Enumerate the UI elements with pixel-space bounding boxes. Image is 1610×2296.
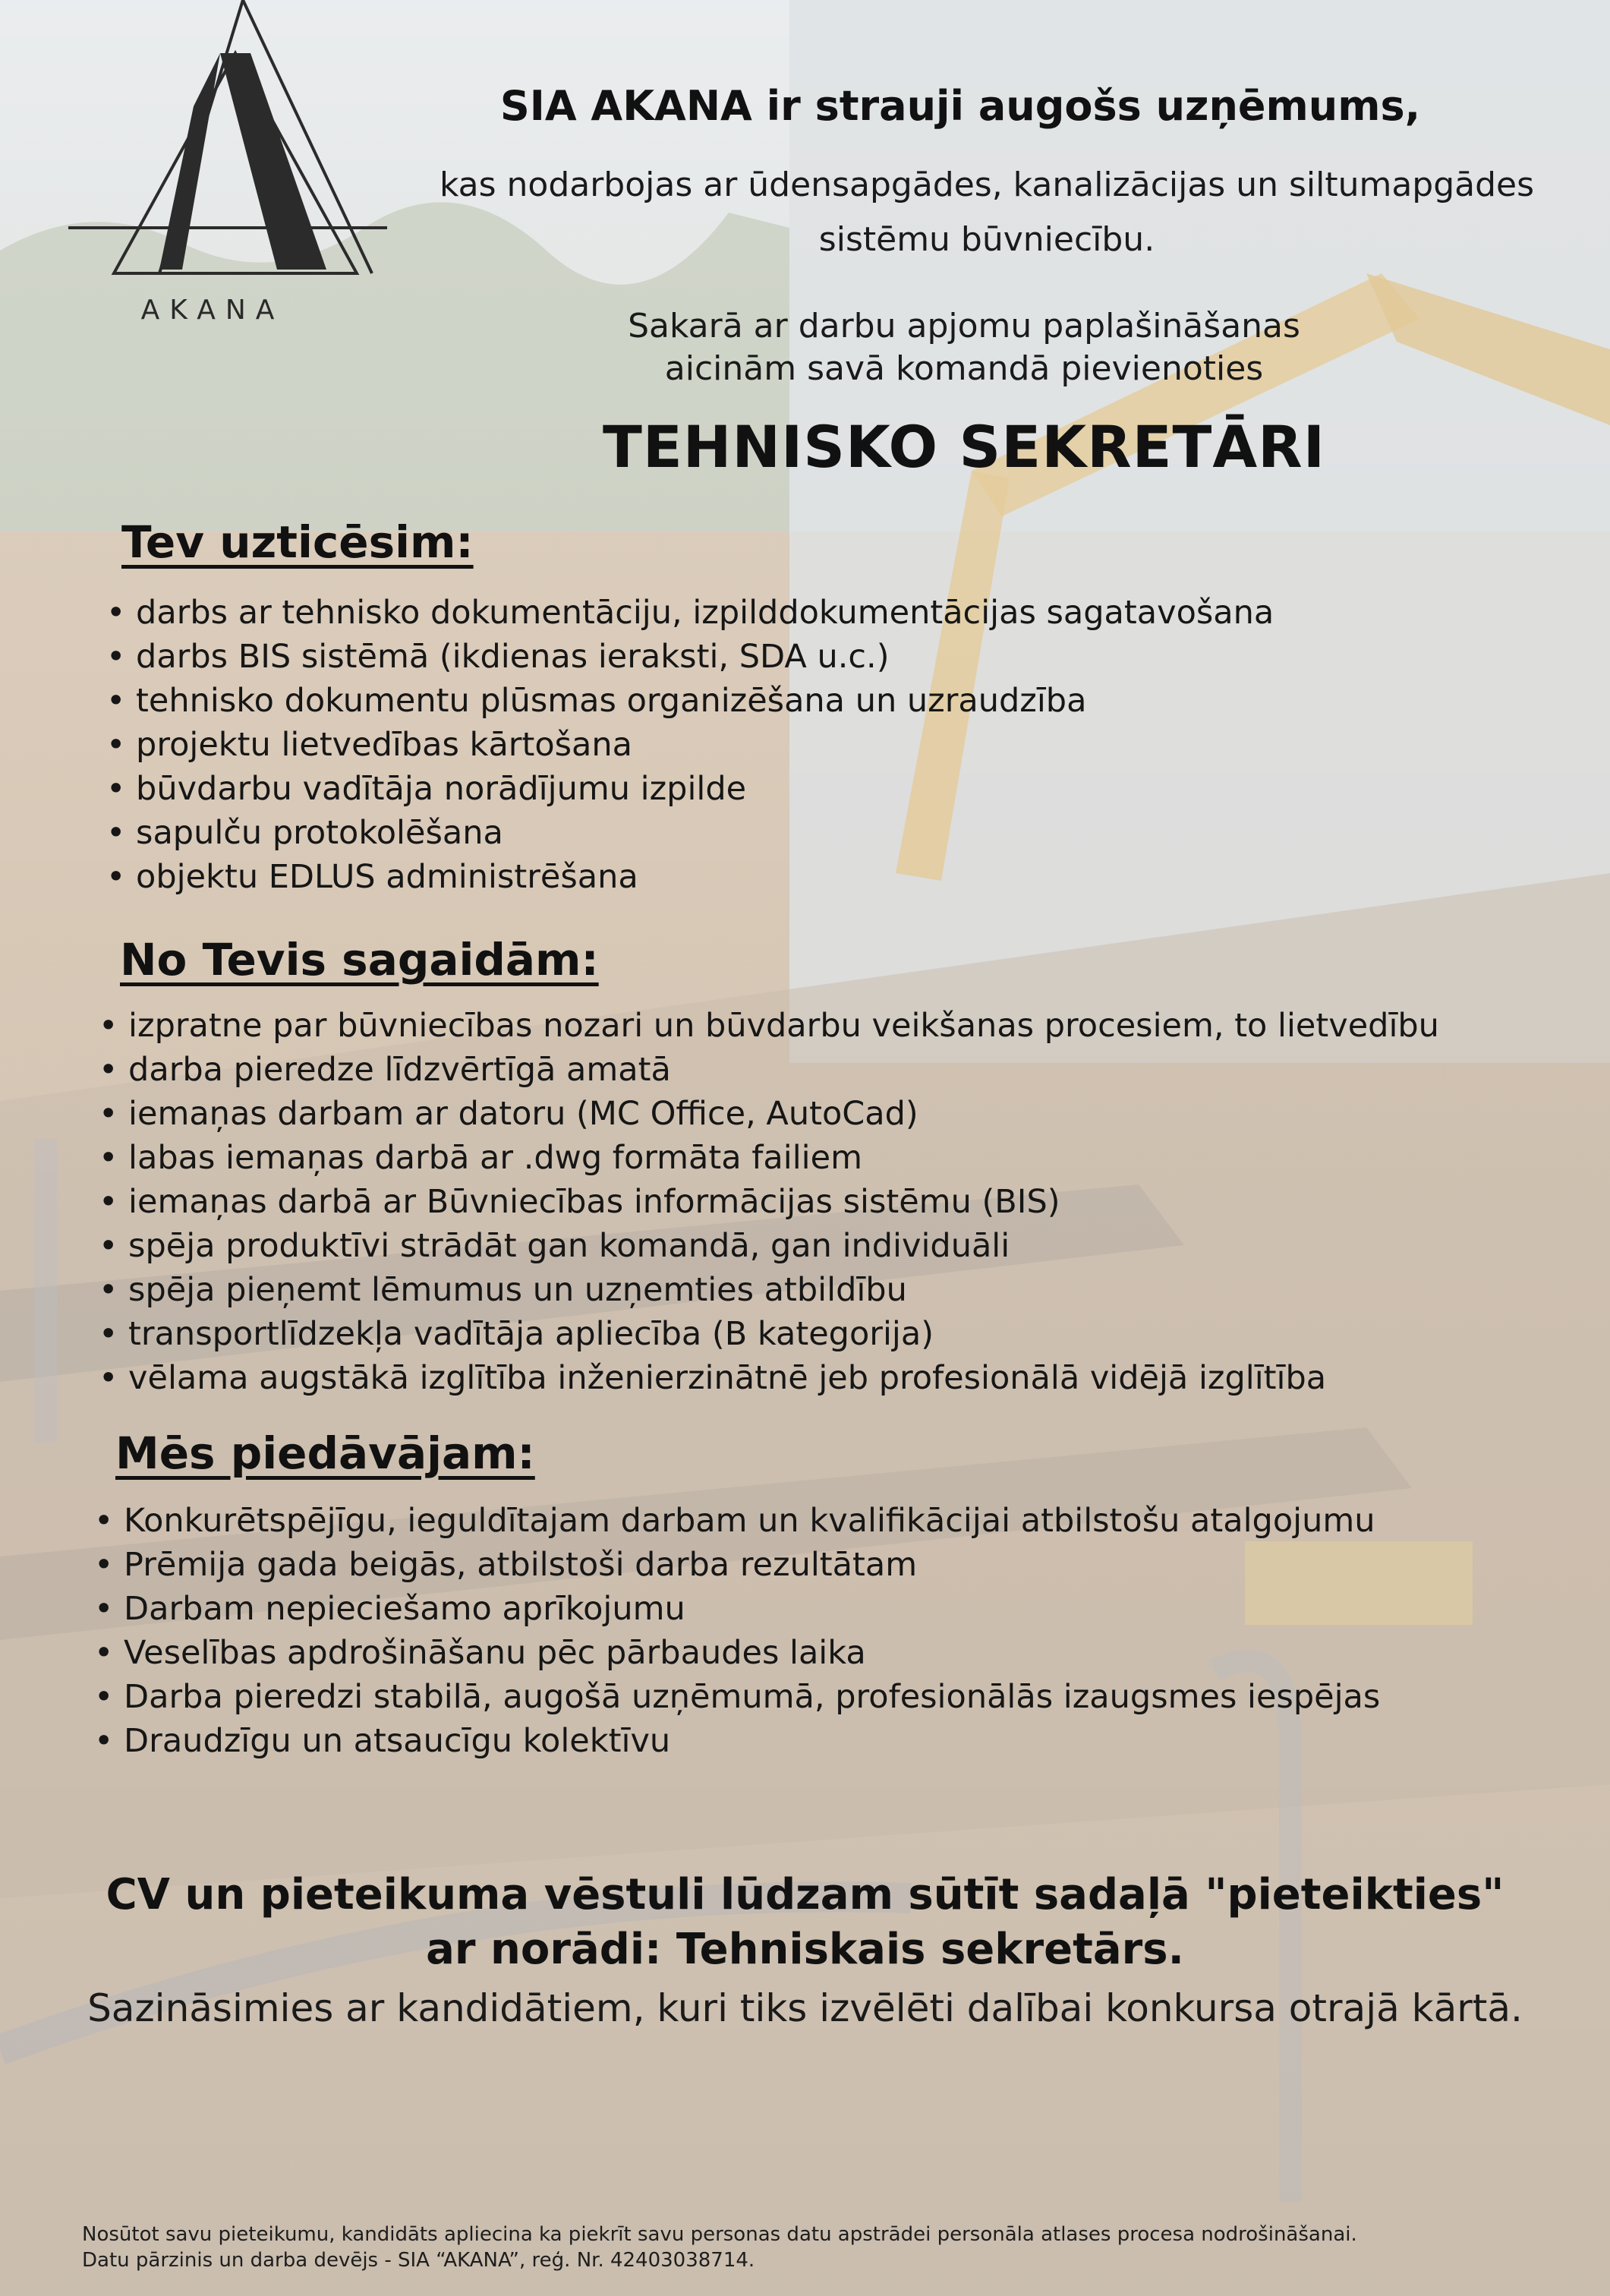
- footer-line-2: Datu pārzinis un darba devējs - SIA “AKANA”, reģ. Nr. 42403038714.: [82, 2249, 755, 2272]
- list-item: • projektu lietvedības kārtošana: [106, 723, 1274, 767]
- cta-line-2: ar norādi: Tehniskais sekretārs.: [426, 1925, 1184, 1974]
- offer-list: [94, 1499, 1380, 1763]
- requirements-list: [99, 1004, 1439, 1400]
- headline: SIA AKANA ir strauji augošs uzņēmums,: [499, 82, 1421, 130]
- privacy-footer: [82, 2222, 1570, 2273]
- invitation: [531, 305, 1397, 390]
- list-item: • Draudzīgu un atsaucīgu kolektīvu: [94, 1719, 1380, 1763]
- list-item: • vēlama augstākā izglītība inženierzinātnē jeb profesionālā vidējā izglītība: [99, 1356, 1439, 1400]
- list-item: • sapulču protokolēšana: [106, 811, 1274, 855]
- invite-line-1: Sakarā ar darbu apjomu paplašināšanas: [628, 307, 1300, 345]
- footer-line-1: Nosūtot savu pieteikumu, kandidāts apliecina ka piekrīt savu personas datu apstrādei personāla atlases procesa nodrošināšanai.: [82, 2223, 1357, 2246]
- akana-logo: [68, 0, 387, 334]
- list-item: • izpratne par būvniecības nozari un būvdarbu veikšanas procesiem, to lietvedību: [99, 1004, 1439, 1048]
- responsibilities-list: [106, 591, 1274, 899]
- intro-line-2: sistēmu būvniecību.: [818, 220, 1155, 259]
- list-item: • darbs ar tehnisko dokumentāciju, izpilddokumentācijas sagatavošana: [106, 591, 1274, 635]
- list-item: • Konkurētspējīgu, ieguldītajam darbam un kvalifikācijai atbilstošu atalgojumu: [94, 1499, 1380, 1543]
- list-item: • Darbam nepieciešamo aprīkojumu: [94, 1587, 1380, 1631]
- list-item: • tehnisko dokumentu plūsmas organizēšana un uzraudzība: [106, 679, 1274, 723]
- list-item: • Darba pieredzi stabilā, augošā uzņēmumā, profesionālās izaugsmes iespējas: [94, 1675, 1380, 1719]
- company-intro: [410, 158, 1564, 267]
- list-item: • būvdarbu vadītāja norādījumu izpilde: [106, 767, 1274, 811]
- intro-line-1: kas nodarbojas ar ūdensapgādes, kanalizācijas un siltumapgādes: [439, 166, 1535, 204]
- list-item: • labas iemaņas darbā ar .dwg formāta failiem: [99, 1136, 1439, 1180]
- list-item: • darba pieredze līdzvērtīgā amatā: [99, 1048, 1439, 1092]
- offer-heading: Mēs piedāvājam:: [115, 1427, 535, 1479]
- list-item: • iemaņas darbam ar datoru (MC Office, AutoCad): [99, 1092, 1439, 1136]
- responsibilities-heading: Tev uzticēsim:: [121, 516, 474, 568]
- position-title: TEHNISKO SEKRETĀRI: [603, 413, 1325, 481]
- list-item: • darbs BIS sistēmā (ikdienas ieraksti, SDA u.c.): [106, 635, 1274, 679]
- logo-wordmark: AKANA: [140, 295, 285, 326]
- invite-line-2: aicinām savā komandā pievienoties: [664, 349, 1264, 388]
- list-item: • spēja pieņemt lēmumus un uzņemties atbildību: [99, 1268, 1439, 1312]
- list-item: • spēja produktīvi strādāt gan komandā, gan individuāli: [99, 1224, 1439, 1268]
- requirements-heading: No Tevis sagaidām:: [120, 934, 599, 986]
- list-item: • transportlīdzekļa vadītāja apliecība (B kategorija): [99, 1312, 1439, 1356]
- list-item: • objektu EDLUS administrēšana: [106, 855, 1274, 899]
- application-instructions: [46, 1868, 1564, 1977]
- selection-note: Sazināsimies ar kandidātiem, kuri tiks izvēlēti dalībai konkursa otrajā kārtā.: [87, 1986, 1523, 2030]
- cta-line-1: CV un pieteikuma vēstuli lūdzam sūtīt sadaļā "pieteikties": [106, 1870, 1504, 1919]
- list-item: • Veselības apdrošināšanu pēc pārbaudes laika: [94, 1631, 1380, 1675]
- list-item: • iemaņas darbā ar Būvniecības informācijas sistēmu (BIS): [99, 1180, 1439, 1224]
- list-item: • Prēmija gada beigās, atbilstoši darba rezultātam: [94, 1543, 1380, 1587]
